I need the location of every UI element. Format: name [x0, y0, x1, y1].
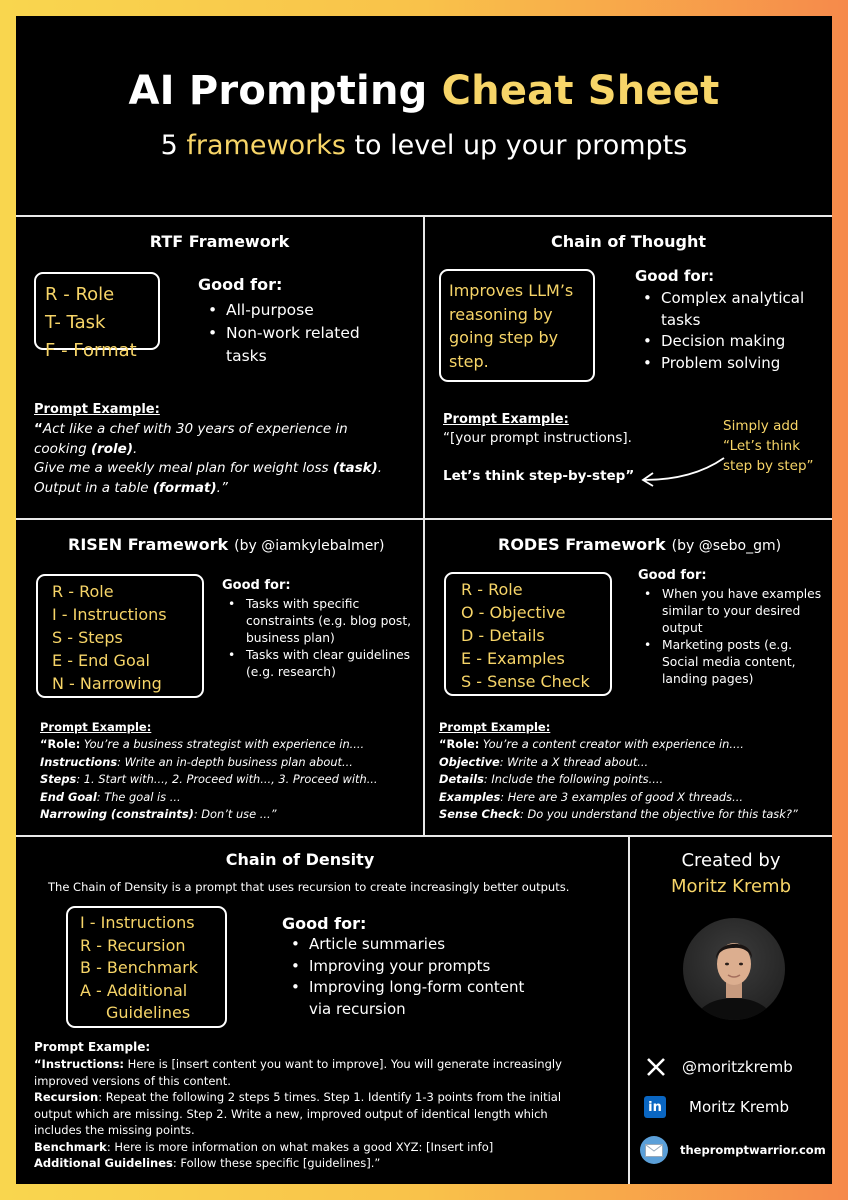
- cot-example-line2: Let’s think step-by-step”: [443, 468, 635, 484]
- list-item: • Improving long-form content via recursion: [285, 977, 525, 1020]
- risen-example-value: : Write an in-depth business plan about...: [117, 754, 353, 769]
- rodes-example-value: : Do you understand the objective for this task?”: [520, 807, 798, 821]
- author-portrait-icon: [683, 918, 785, 1020]
- cod-example-key: Additional Guidelines: [34, 1156, 173, 1170]
- cod-example-key: “Instructions:: [34, 1057, 125, 1071]
- rodes-example-key: “Role:: [439, 737, 480, 751]
- rodes-example-key: Sense Check: [439, 807, 521, 821]
- linkedin-icon: in: [644, 1096, 666, 1118]
- risen-end-goal: E - End Goal: [52, 651, 150, 670]
- cot-example-line1: “[your prompt instructions].: [443, 430, 632, 446]
- rodes-good-for-list: [638, 586, 828, 688]
- risen-credit: (by @iamkylebalmer): [234, 538, 385, 554]
- cot-prompt-label: Prompt Example:: [443, 412, 569, 427]
- risen-example-value: You’re a business strategist with experience in....: [80, 737, 365, 751]
- cod-example-key: Benchmark: [34, 1139, 107, 1154]
- cod-good-for-label: Good for:: [282, 914, 367, 933]
- list-item: • Improving your prompts: [285, 956, 525, 978]
- cod-guidelines: Guidelines: [106, 1003, 191, 1022]
- cot-good-for-label: Good for:: [635, 267, 715, 285]
- cod-example-value: improved versions of this content.: [34, 1073, 231, 1088]
- risen-prompt-example: [40, 736, 378, 824]
- list-item: • Tasks with clear guidelines (e.g. research): [222, 647, 420, 681]
- list-item: • Problem solving: [637, 353, 827, 375]
- subtitle-post: to level up your prompts: [345, 130, 688, 161]
- risen-prompt-label: Prompt Example:: [40, 720, 152, 734]
- rtf-example-role: (role): [90, 440, 133, 457]
- arrow-left-icon: [636, 454, 728, 488]
- cod-example-value: : Follow these specific [guidelines].”: [172, 1156, 381, 1170]
- rtf-format: F - Format: [45, 340, 137, 361]
- mail-icon: [640, 1136, 668, 1164]
- cod-additional: A - Additional: [80, 980, 188, 1000]
- cod-example-value: includes the missing points.: [34, 1123, 195, 1137]
- rodes-acronym-box: [444, 572, 612, 696]
- rodes-sense-check: S - Sense Check: [461, 672, 590, 691]
- cheat-sheet: [16, 16, 832, 1184]
- rtf-example-l4a: Output in a table: [34, 479, 153, 496]
- subtitle-gold: frameworks: [186, 130, 346, 161]
- cod-recursion: R - Recursion: [80, 935, 186, 955]
- author-name: Moritz Kremb: [670, 876, 791, 897]
- risen-steps: S - Steps: [52, 628, 123, 647]
- rodes-prompt-example: [439, 736, 798, 824]
- linkedin-profile-link[interactable]: [644, 1096, 789, 1118]
- list-item: • Decision making: [637, 331, 827, 353]
- list-item: • All-purpose: [202, 299, 402, 322]
- risen-example-value: : The goal is ...: [96, 789, 181, 804]
- cod-good-for-list: [285, 934, 525, 1020]
- cod-example-value: : Repeat the following 2 steps 5 times. Step 1. Identify 1-3 points from the initial: [98, 1090, 562, 1104]
- list-item: • Marketing posts (e.g. Social media content, landing pages): [638, 637, 828, 688]
- cod-benchmark: B - Benchmark: [80, 958, 199, 977]
- cod-example-value: Here is [insert content you want to improve]. You will generate increasingly: [124, 1057, 562, 1071]
- cod-description: The Chain of Density is a prompt that uses recursion to create increasingly better outputs.: [48, 880, 570, 894]
- cod-prompt-label: Prompt Example:: [34, 1040, 151, 1054]
- rodes-example-key: Objective: [439, 754, 500, 769]
- avatar: [683, 918, 785, 1020]
- risen-title: [68, 535, 385, 554]
- rodes-examples: E - Examples: [461, 649, 565, 668]
- rtf-task: T- Task: [45, 312, 106, 333]
- rtf-prompt-label: Prompt Example:: [34, 402, 160, 417]
- rtf-example-l1: Act like a chef with 30 years of experience in: [42, 421, 348, 437]
- rodes-objective: O - Objective: [461, 603, 566, 622]
- x-profile-link[interactable]: [642, 1053, 793, 1081]
- rtf-example-task: (task): [332, 460, 378, 476]
- rtf-example-l3a: Give me a weekly meal plan for weight loss: [34, 460, 333, 476]
- risen-role: R - Role: [52, 582, 114, 601]
- cot-good-for-list: [637, 288, 827, 374]
- risen-title-text: RISEN Framework: [68, 535, 229, 554]
- x-logo-icon: [642, 1053, 670, 1081]
- rodes-example-value: You’re a content creator with experience in....: [479, 737, 744, 751]
- subtitle-pre: 5: [160, 130, 187, 161]
- risen-narrowing: N - Narrowing: [52, 674, 162, 693]
- cot-title: Chain of Thought: [550, 232, 707, 251]
- risen-example-value: : Don’t use ...”: [193, 807, 277, 821]
- rtf-example-l2c: .: [133, 440, 138, 457]
- cod-example-key: Recursion: [34, 1090, 99, 1104]
- cod-acronym-box: [66, 906, 227, 1028]
- cod-instructions: I - Instructions: [80, 913, 195, 932]
- risen-good-for-list: [222, 596, 420, 681]
- list-item: • Article summaries: [285, 934, 525, 956]
- risen-example-value: : 1. Start with..., 2. Proceed with..., 3. Proceed with...: [76, 772, 378, 786]
- rodes-title-text: RODES Framework: [498, 535, 666, 554]
- risen-example-key: Steps: [40, 772, 77, 786]
- page-title: [16, 68, 832, 114]
- cot-annotation: [723, 416, 814, 476]
- cot-box-line: Improves LLM’s: [449, 281, 574, 300]
- rodes-title: [498, 535, 781, 554]
- list-item: • Tasks with specific constraints (e.g. blog post, business plan): [222, 596, 420, 647]
- cod-example-value: : Here is more information on what makes a good XYZ: [Insert info]: [106, 1139, 494, 1154]
- website-link[interactable]: [640, 1136, 826, 1164]
- risen-example-key: Instructions: [40, 754, 118, 769]
- cod-title: Chain of Density: [225, 850, 375, 869]
- rodes-example-key: Examples: [439, 789, 501, 804]
- website-url: thepromptwarrior.com: [680, 1143, 826, 1157]
- risen-example-key: Narrowing (constraints): [40, 807, 194, 821]
- rtf-good-for-label: Good for:: [198, 275, 283, 294]
- rodes-details: D - Details: [461, 626, 545, 645]
- rodes-good-for-label: Good for:: [638, 568, 707, 583]
- cot-annotation-line: Simply add: [723, 418, 799, 434]
- risen-acronym-box: [36, 574, 204, 698]
- rtf-prompt-example: [34, 420, 382, 498]
- cot-annotation-line: step by step”: [723, 458, 814, 474]
- page-subtitle: [16, 130, 832, 161]
- rtf-example-l3c: .: [377, 460, 383, 476]
- rtf-example-quote: “: [34, 421, 43, 437]
- cot-description-box: [439, 269, 595, 382]
- risen-example-key: End Goal: [40, 789, 97, 804]
- rodes-prompt-label: Prompt Example:: [439, 720, 551, 734]
- rodes-example-value: : Write a X thread about...: [499, 754, 649, 769]
- title-white: AI Prompting: [128, 68, 442, 114]
- rodes-example-value: : Include the following points....: [483, 772, 664, 786]
- rtf-example-format: (format): [152, 479, 217, 496]
- cod-prompt-example: [34, 1056, 562, 1172]
- rodes-example-value: : Here are 3 examples of good X threads...: [500, 789, 743, 804]
- x-handle: @moritzkremb: [682, 1058, 793, 1076]
- rodes-credit: (by @sebo_gm): [671, 538, 782, 554]
- rtf-good-for-list: [202, 299, 402, 368]
- list-item: • Complex analytical tasks: [637, 288, 827, 331]
- list-item: • Non-work related tasks: [202, 322, 402, 368]
- rtf-example-l2a: cooking: [34, 440, 91, 457]
- risen-good-for-label: Good for:: [222, 578, 291, 593]
- cot-box-line: going step by: [449, 328, 559, 347]
- cot-annotation-line: “Let’s think: [723, 438, 801, 454]
- rtf-example-l4c: .”: [216, 479, 228, 496]
- risen-example-key: “Role:: [40, 737, 81, 751]
- cot-box-line: step.: [449, 351, 489, 371]
- divider-vertical-upper: [423, 215, 425, 837]
- cod-example-value: output which are missing. Step 2. Write a new, improved output of identical length which: [34, 1106, 548, 1121]
- rtf-role: R - Role: [45, 284, 115, 305]
- rtf-acronym-box: [34, 272, 160, 361]
- risen-instructions: I - Instructions: [52, 605, 167, 624]
- list-item: • When you have examples similar to your desired output: [638, 586, 828, 637]
- created-by-label: Created by: [681, 850, 781, 871]
- cot-box-line: reasoning by: [449, 304, 553, 324]
- title-gold: Cheat Sheet: [441, 68, 720, 114]
- rodes-role: R - Role: [461, 580, 523, 599]
- rodes-example-key: Details: [439, 772, 484, 786]
- rtf-title: RTF Framework: [149, 232, 290, 251]
- linkedin-name: Moritz Kremb: [689, 1098, 790, 1116]
